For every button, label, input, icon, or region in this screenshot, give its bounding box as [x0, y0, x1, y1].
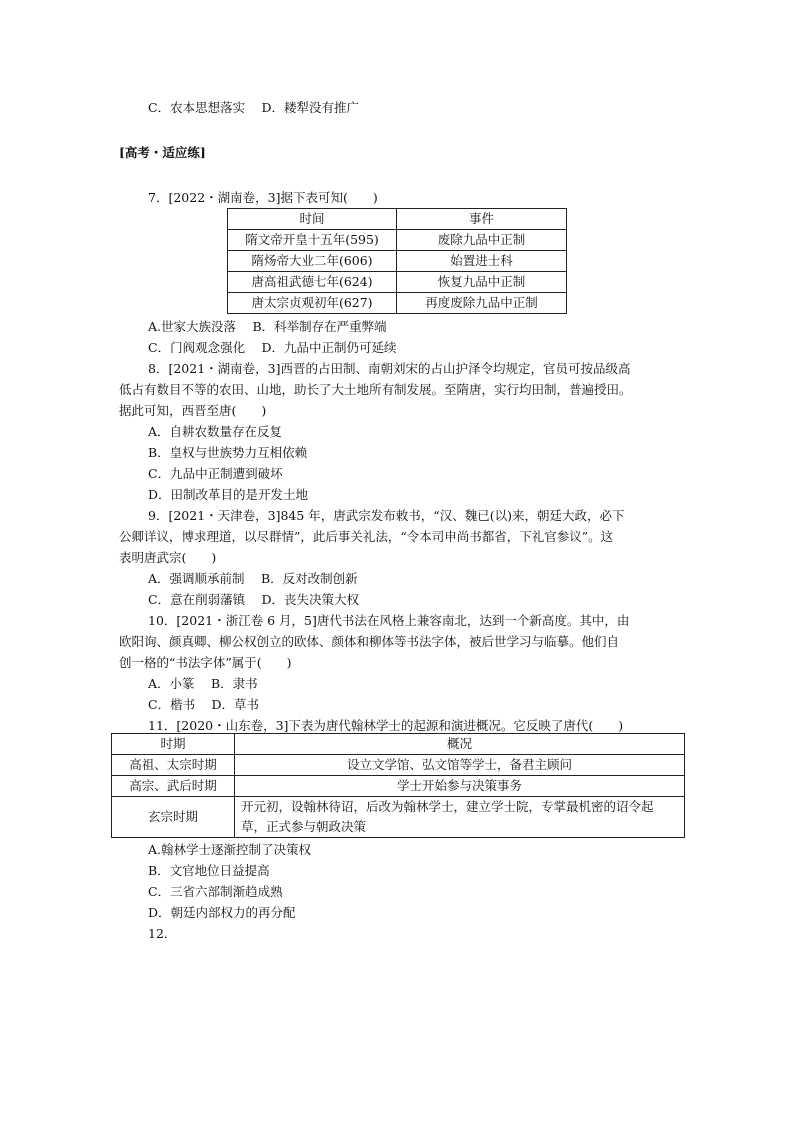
- q6-options-cd: C．农本思想落实 D．耧犁没有推广: [148, 100, 360, 115]
- q11-table: [111, 733, 685, 838]
- q11-stem: 11．[2020・山东卷，3]下表为唐代翰林学士的起源和演进概况。它反映了唐代( ): [148, 718, 624, 733]
- table-row: [112, 797, 685, 838]
- table-header-row: [228, 209, 567, 230]
- q11-option-c: C．三省六部制渐趋成熟: [148, 884, 283, 899]
- q7-options-ab: A.世家大族没落 B．科举制存在严重弊端: [148, 319, 387, 334]
- table-header: 事件: [397, 209, 567, 230]
- q8-option-d: D．田制改革目的是开发土地: [148, 487, 309, 502]
- q11-option-d: D．朝廷内部权力的再分配: [148, 905, 296, 920]
- table-cell: 废除九品中正制: [397, 230, 567, 251]
- table-row: [112, 755, 685, 776]
- table-header: 概况: [235, 734, 685, 755]
- table-cell: 恢复九品中正制: [397, 272, 567, 293]
- q10-line-3: 创一格的“书法字体”属于( ): [119, 655, 292, 670]
- q7-options-cd: C．门阀观念强化 D．九品中正制仍可延续: [148, 340, 397, 355]
- q8-option-a: A．自耕农数量存在反复: [148, 424, 283, 439]
- q9-line-3: 表明唐武宗( ): [119, 550, 217, 565]
- table-row: [228, 251, 567, 272]
- q9-options-cd: C．意在削弱藩镇 D．丧失决策大权: [148, 592, 360, 607]
- table-cell: 隋文帝开皇十五年(595): [228, 230, 397, 251]
- q8-option-b: B．皇权与世族势力互相依赖: [148, 445, 308, 460]
- q8-line-1: 8．[2021・湖南卷，3]西晋的占田制、南朝刘宋的占山护泽令均规定，官员可按品级高: [148, 361, 631, 376]
- q9-line-2: 公卿详议，博求理道，以尽群情”，此后事关礼法，“令本司申尚书都省，下礼官参议”。这: [119, 529, 614, 544]
- table-cell: 设立文学馆、弘文馆等学士，备君主顾问: [235, 755, 685, 776]
- q9-options-ab: A．强调顺承前制 B．反对改制创新: [148, 571, 358, 586]
- q10-options-ab: A．小篆 B．隶书: [148, 676, 258, 691]
- table-header-row: [112, 734, 685, 755]
- table-cell: 高祖、太宗时期: [112, 755, 235, 776]
- table-cell: 唐太宗贞观初年(627): [228, 293, 397, 314]
- q11-option-b: B．文官地位日益提高: [148, 863, 270, 878]
- table-cell: 学士开始参与决策事务: [235, 776, 685, 797]
- q10-line-2: 欧阳询、颜真卿、柳公权创立的欧体、颜体和柳体等书法字体，被后世学习与临摹。他们自: [119, 634, 620, 649]
- table-row: [228, 293, 567, 314]
- q9-line-1: 9．[2021・天津卷，3]845 年，唐武宗发布敕书，“汉、魏已(以)来，朝廷大政，必下: [148, 508, 625, 523]
- table-cell: 再度废除九品中正制: [397, 293, 567, 314]
- table-cell: 唐高祖武德七年(624): [228, 272, 397, 293]
- table-row: [228, 230, 567, 251]
- q10-line-1: 10．[2021・浙江卷 6 月，5]唐代书法在风格上兼容南北，达到一个新高度。其中，由: [148, 613, 630, 628]
- section-title: [高考・适应练]: [119, 145, 206, 160]
- q10-options-cd: C．楷书 D．草书: [148, 697, 260, 712]
- q8-option-c: C．九品中正制遭到破坏: [148, 466, 283, 481]
- table-row: [112, 776, 685, 797]
- q8-line-3: 据此可知，西晋至唐( ): [119, 403, 267, 418]
- table-row: [228, 272, 567, 293]
- table-cell: 开元初，设翰林待诏，后改为翰林学士，建立学士院，专掌最机密的诏令起草，正式参与朝政决策: [235, 797, 685, 838]
- table-header: 时期: [112, 734, 235, 755]
- table-header: 时间: [228, 209, 397, 230]
- table-cell: 玄宗时期: [112, 797, 235, 838]
- q7-table: [227, 208, 567, 314]
- table-cell: 始置进士科: [397, 251, 567, 272]
- q11-option-a: A.翰林学士逐渐控制了决策权: [148, 842, 312, 857]
- q8-line-2: 低占有数目不等的农田、山地，助长了大土地所有制发展。至隋唐，实行均田制，普遍授田。: [119, 382, 632, 397]
- table-cell: 高宗、武后时期: [112, 776, 235, 797]
- q12-stem: 12．: [148, 926, 177, 941]
- q7-stem: 7．[2022・湖南卷，3]据下表可知( ): [148, 190, 378, 205]
- table-cell: 隋炀帝大业二年(606): [228, 251, 397, 272]
